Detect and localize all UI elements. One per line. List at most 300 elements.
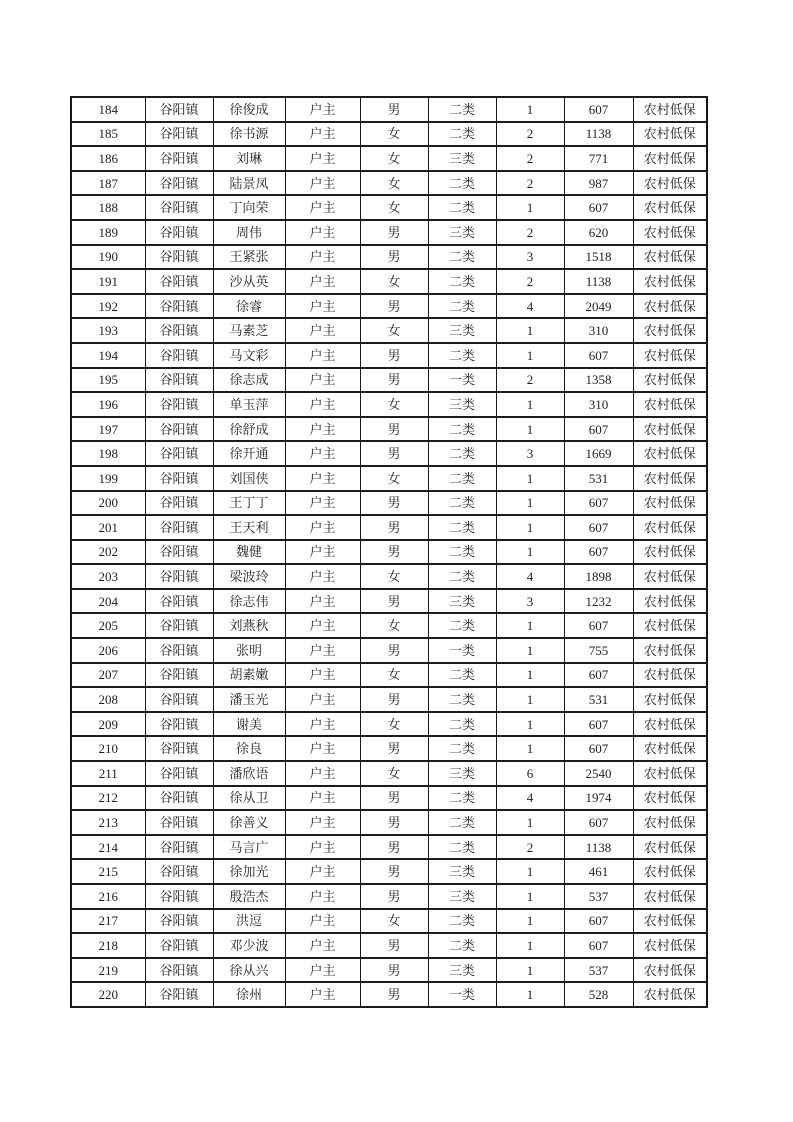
- cell-category: 二类: [428, 736, 496, 761]
- cell-amount: 620: [564, 220, 633, 245]
- cell-relation: 户主: [285, 564, 360, 589]
- cell-name: 徐睿: [213, 294, 285, 319]
- cell-name: 徐书源: [213, 122, 285, 147]
- table-row: [71, 687, 707, 712]
- cell-name: 刘国侠: [213, 466, 285, 491]
- cell-relation: 户主: [285, 859, 360, 884]
- cell-town: 谷阳镇: [145, 122, 213, 147]
- table-row: [71, 195, 707, 220]
- cell-town: 谷阳镇: [145, 294, 213, 319]
- cell-category: 二类: [428, 294, 496, 319]
- cell-town: 谷阳镇: [145, 466, 213, 491]
- cell-count: 1: [496, 491, 564, 516]
- cell-gender: 男: [360, 540, 428, 565]
- cell-type: 农村低保: [633, 884, 707, 909]
- cell-relation: 户主: [285, 884, 360, 909]
- cell-town: 谷阳镇: [145, 540, 213, 565]
- cell-relation: 户主: [285, 638, 360, 663]
- table-row: [71, 712, 707, 737]
- cell-gender: 男: [360, 638, 428, 663]
- cell-gender: 男: [360, 491, 428, 516]
- cell-seq: 205: [71, 613, 145, 638]
- cell-seq: 198: [71, 441, 145, 466]
- cell-gender: 女: [360, 318, 428, 343]
- cell-town: 谷阳镇: [145, 220, 213, 245]
- cell-type: 农村低保: [633, 613, 707, 638]
- cell-seq: 212: [71, 786, 145, 811]
- cell-gender: 女: [360, 146, 428, 171]
- cell-category: 二类: [428, 466, 496, 491]
- cell-category: 二类: [428, 97, 496, 122]
- cell-count: 2: [496, 122, 564, 147]
- cell-relation: 户主: [285, 220, 360, 245]
- cell-name: 王丁丁: [213, 491, 285, 516]
- cell-name: 周伟: [213, 220, 285, 245]
- cell-relation: 户主: [285, 392, 360, 417]
- cell-amount: 2540: [564, 761, 633, 786]
- welfare-roster-table: [70, 96, 708, 1008]
- cell-type: 农村低保: [633, 810, 707, 835]
- cell-amount: 1138: [564, 835, 633, 860]
- cell-type: 农村低保: [633, 736, 707, 761]
- cell-name: 陆景凤: [213, 171, 285, 196]
- cell-relation: 户主: [285, 613, 360, 638]
- cell-type: 农村低保: [633, 392, 707, 417]
- cell-seq: 213: [71, 810, 145, 835]
- cell-category: 二类: [428, 491, 496, 516]
- cell-relation: 户主: [285, 712, 360, 737]
- cell-relation: 户主: [285, 195, 360, 220]
- cell-count: 1: [496, 392, 564, 417]
- cell-gender: 女: [360, 269, 428, 294]
- cell-type: 农村低保: [633, 982, 707, 1007]
- cell-type: 农村低保: [633, 638, 707, 663]
- cell-category: 二类: [428, 171, 496, 196]
- cell-name: 魏健: [213, 540, 285, 565]
- cell-seq: 215: [71, 859, 145, 884]
- cell-amount: 2049: [564, 294, 633, 319]
- cell-type: 农村低保: [633, 245, 707, 270]
- cell-count: 1: [496, 909, 564, 934]
- cell-name: 徐舒成: [213, 417, 285, 442]
- cell-type: 农村低保: [633, 220, 707, 245]
- table-row: [71, 491, 707, 516]
- cell-gender: 男: [360, 220, 428, 245]
- cell-name: 徐州: [213, 982, 285, 1007]
- cell-town: 谷阳镇: [145, 97, 213, 122]
- cell-name: 丁向荣: [213, 195, 285, 220]
- cell-category: 二类: [428, 933, 496, 958]
- cell-count: 1: [496, 687, 564, 712]
- cell-name: 徐从卫: [213, 786, 285, 811]
- cell-count: 1: [496, 982, 564, 1007]
- cell-town: 谷阳镇: [145, 810, 213, 835]
- cell-seq: 210: [71, 736, 145, 761]
- table-row: [71, 761, 707, 786]
- cell-name: 刘燕秋: [213, 613, 285, 638]
- cell-gender: 男: [360, 417, 428, 442]
- cell-type: 农村低保: [633, 294, 707, 319]
- table-row: [71, 343, 707, 368]
- cell-count: 1: [496, 515, 564, 540]
- cell-gender: 女: [360, 712, 428, 737]
- cell-category: 一类: [428, 638, 496, 663]
- cell-seq: 200: [71, 491, 145, 516]
- cell-type: 农村低保: [633, 786, 707, 811]
- cell-amount: 607: [564, 491, 633, 516]
- table-row: [71, 933, 707, 958]
- cell-town: 谷阳镇: [145, 712, 213, 737]
- cell-type: 农村低保: [633, 343, 707, 368]
- cell-category: 三类: [428, 146, 496, 171]
- cell-type: 农村低保: [633, 909, 707, 934]
- cell-seq: 208: [71, 687, 145, 712]
- cell-gender: 男: [360, 835, 428, 860]
- cell-seq: 187: [71, 171, 145, 196]
- cell-name: 梁波玲: [213, 564, 285, 589]
- cell-relation: 户主: [285, 318, 360, 343]
- cell-count: 2: [496, 220, 564, 245]
- cell-amount: 607: [564, 613, 633, 638]
- cell-gender: 男: [360, 884, 428, 909]
- table-row: [71, 441, 707, 466]
- table-row: [71, 466, 707, 491]
- cell-count: 3: [496, 245, 564, 270]
- cell-seq: 185: [71, 122, 145, 147]
- cell-town: 谷阳镇: [145, 146, 213, 171]
- cell-count: 1: [496, 466, 564, 491]
- cell-count: 3: [496, 589, 564, 614]
- cell-category: 二类: [428, 564, 496, 589]
- cell-amount: 537: [564, 958, 633, 983]
- cell-count: 4: [496, 294, 564, 319]
- cell-count: 6: [496, 761, 564, 786]
- cell-town: 谷阳镇: [145, 589, 213, 614]
- cell-relation: 户主: [285, 958, 360, 983]
- cell-name: 徐开通: [213, 441, 285, 466]
- cell-name: 徐从兴: [213, 958, 285, 983]
- cell-seq: 192: [71, 294, 145, 319]
- cell-relation: 户主: [285, 687, 360, 712]
- cell-name: 徐俊成: [213, 97, 285, 122]
- cell-count: 2: [496, 146, 564, 171]
- cell-gender: 男: [360, 343, 428, 368]
- cell-category: 二类: [428, 245, 496, 270]
- cell-count: 1: [496, 958, 564, 983]
- cell-amount: 1669: [564, 441, 633, 466]
- cell-gender: 男: [360, 441, 428, 466]
- cell-category: 二类: [428, 687, 496, 712]
- cell-amount: 987: [564, 171, 633, 196]
- cell-count: 1: [496, 810, 564, 835]
- cell-seq: 217: [71, 909, 145, 934]
- cell-relation: 户主: [285, 491, 360, 516]
- cell-amount: 461: [564, 859, 633, 884]
- cell-town: 谷阳镇: [145, 269, 213, 294]
- table-row: [71, 884, 707, 909]
- cell-gender: 女: [360, 122, 428, 147]
- cell-gender: 男: [360, 515, 428, 540]
- cell-gender: 男: [360, 736, 428, 761]
- cell-gender: 男: [360, 687, 428, 712]
- table-row: [71, 392, 707, 417]
- cell-relation: 户主: [285, 982, 360, 1007]
- cell-amount: 607: [564, 909, 633, 934]
- cell-relation: 户主: [285, 171, 360, 196]
- cell-name: 殷浩杰: [213, 884, 285, 909]
- cell-relation: 户主: [285, 294, 360, 319]
- cell-category: 三类: [428, 884, 496, 909]
- cell-name: 谢美: [213, 712, 285, 737]
- cell-name: 单玉萍: [213, 392, 285, 417]
- cell-name: 王天利: [213, 515, 285, 540]
- cell-type: 农村低保: [633, 195, 707, 220]
- cell-seq: 196: [71, 392, 145, 417]
- cell-town: 谷阳镇: [145, 761, 213, 786]
- cell-seq: 190: [71, 245, 145, 270]
- cell-gender: 女: [360, 564, 428, 589]
- cell-count: 1: [496, 195, 564, 220]
- cell-type: 农村低保: [633, 835, 707, 860]
- cell-gender: 女: [360, 761, 428, 786]
- cell-town: 谷阳镇: [145, 687, 213, 712]
- cell-town: 谷阳镇: [145, 736, 213, 761]
- cell-name: 徐良: [213, 736, 285, 761]
- cell-town: 谷阳镇: [145, 613, 213, 638]
- cell-relation: 户主: [285, 810, 360, 835]
- cell-category: 三类: [428, 958, 496, 983]
- cell-name: 徐志成: [213, 368, 285, 393]
- cell-amount: 310: [564, 392, 633, 417]
- cell-amount: 1898: [564, 564, 633, 589]
- cell-seq: 194: [71, 343, 145, 368]
- cell-relation: 户主: [285, 146, 360, 171]
- cell-seq: 216: [71, 884, 145, 909]
- cell-seq: 193: [71, 318, 145, 343]
- cell-amount: 607: [564, 540, 633, 565]
- cell-relation: 户主: [285, 441, 360, 466]
- table-row: [71, 958, 707, 983]
- cell-name: 潘玉光: [213, 687, 285, 712]
- cell-category: 三类: [428, 589, 496, 614]
- cell-relation: 户主: [285, 663, 360, 688]
- cell-count: 2: [496, 835, 564, 860]
- cell-count: 1: [496, 736, 564, 761]
- cell-gender: 女: [360, 392, 428, 417]
- cell-gender: 男: [360, 294, 428, 319]
- cell-seq: 197: [71, 417, 145, 442]
- cell-amount: 528: [564, 982, 633, 1007]
- cell-seq: 189: [71, 220, 145, 245]
- cell-gender: 女: [360, 466, 428, 491]
- cell-category: 二类: [428, 122, 496, 147]
- cell-town: 谷阳镇: [145, 392, 213, 417]
- table-row: [71, 368, 707, 393]
- cell-name: 徐善义: [213, 810, 285, 835]
- cell-name: 马文彩: [213, 343, 285, 368]
- cell-name: 胡素嫩: [213, 663, 285, 688]
- cell-town: 谷阳镇: [145, 245, 213, 270]
- cell-category: 二类: [428, 269, 496, 294]
- cell-category: 一类: [428, 368, 496, 393]
- table-row: [71, 810, 707, 835]
- cell-town: 谷阳镇: [145, 909, 213, 934]
- cell-name: 沙从英: [213, 269, 285, 294]
- cell-relation: 户主: [285, 736, 360, 761]
- cell-town: 谷阳镇: [145, 441, 213, 466]
- cell-town: 谷阳镇: [145, 368, 213, 393]
- cell-count: 2: [496, 269, 564, 294]
- cell-gender: 男: [360, 589, 428, 614]
- cell-type: 农村低保: [633, 712, 707, 737]
- cell-relation: 户主: [285, 515, 360, 540]
- cell-amount: 607: [564, 712, 633, 737]
- cell-seq: 186: [71, 146, 145, 171]
- cell-relation: 户主: [285, 417, 360, 442]
- cell-count: 1: [496, 318, 564, 343]
- cell-type: 农村低保: [633, 122, 707, 147]
- cell-category: 一类: [428, 982, 496, 1007]
- cell-amount: 607: [564, 933, 633, 958]
- cell-type: 农村低保: [633, 441, 707, 466]
- table-row: [71, 318, 707, 343]
- cell-count: 4: [496, 564, 564, 589]
- cell-seq: 204: [71, 589, 145, 614]
- cell-category: 三类: [428, 392, 496, 417]
- table-row: [71, 663, 707, 688]
- table-row: [71, 220, 707, 245]
- cell-amount: 755: [564, 638, 633, 663]
- cell-category: 三类: [428, 220, 496, 245]
- cell-type: 农村低保: [633, 318, 707, 343]
- cell-category: 二类: [428, 909, 496, 934]
- cell-seq: 206: [71, 638, 145, 663]
- cell-gender: 男: [360, 810, 428, 835]
- cell-category: 二类: [428, 515, 496, 540]
- cell-category: 三类: [428, 859, 496, 884]
- cell-town: 谷阳镇: [145, 933, 213, 958]
- cell-count: 1: [496, 97, 564, 122]
- cell-gender: 男: [360, 958, 428, 983]
- table-row: [71, 146, 707, 171]
- cell-town: 谷阳镇: [145, 318, 213, 343]
- cell-relation: 户主: [285, 343, 360, 368]
- table-row: [71, 786, 707, 811]
- cell-seq: 203: [71, 564, 145, 589]
- cell-seq: 199: [71, 466, 145, 491]
- cell-amount: 771: [564, 146, 633, 171]
- cell-amount: 1232: [564, 589, 633, 614]
- cell-count: 1: [496, 933, 564, 958]
- table-row: [71, 736, 707, 761]
- cell-gender: 女: [360, 613, 428, 638]
- cell-seq: 202: [71, 540, 145, 565]
- cell-seq: 201: [71, 515, 145, 540]
- table-row: [71, 589, 707, 614]
- cell-count: 1: [496, 343, 564, 368]
- cell-relation: 户主: [285, 540, 360, 565]
- cell-relation: 户主: [285, 122, 360, 147]
- cell-category: 三类: [428, 318, 496, 343]
- cell-town: 谷阳镇: [145, 171, 213, 196]
- cell-seq: 214: [71, 835, 145, 860]
- cell-name: 邓少波: [213, 933, 285, 958]
- cell-seq: 219: [71, 958, 145, 983]
- cell-type: 农村低保: [633, 515, 707, 540]
- cell-seq: 218: [71, 933, 145, 958]
- cell-town: 谷阳镇: [145, 958, 213, 983]
- cell-count: 1: [496, 663, 564, 688]
- cell-gender: 女: [360, 195, 428, 220]
- cell-relation: 户主: [285, 245, 360, 270]
- cell-town: 谷阳镇: [145, 515, 213, 540]
- cell-amount: 1358: [564, 368, 633, 393]
- table-row: [71, 171, 707, 196]
- cell-relation: 户主: [285, 835, 360, 860]
- cell-type: 农村低保: [633, 417, 707, 442]
- cell-gender: 男: [360, 786, 428, 811]
- cell-seq: 188: [71, 195, 145, 220]
- table-row: [71, 97, 707, 122]
- cell-relation: 户主: [285, 368, 360, 393]
- table-row: [71, 269, 707, 294]
- cell-count: 1: [496, 613, 564, 638]
- cell-seq: 211: [71, 761, 145, 786]
- table-row: [71, 417, 707, 442]
- cell-seq: 195: [71, 368, 145, 393]
- cell-count: 1: [496, 638, 564, 663]
- cell-town: 谷阳镇: [145, 195, 213, 220]
- table-row: [71, 982, 707, 1007]
- cell-gender: 女: [360, 663, 428, 688]
- cell-category: 二类: [428, 810, 496, 835]
- table-row: [71, 909, 707, 934]
- table-row: [71, 515, 707, 540]
- cell-town: 谷阳镇: [145, 638, 213, 663]
- cell-amount: 531: [564, 466, 633, 491]
- cell-amount: 607: [564, 97, 633, 122]
- cell-name: 徐志伟: [213, 589, 285, 614]
- cell-type: 农村低保: [633, 540, 707, 565]
- cell-type: 农村低保: [633, 859, 707, 884]
- cell-type: 农村低保: [633, 761, 707, 786]
- table-row: [71, 835, 707, 860]
- cell-amount: 1974: [564, 786, 633, 811]
- cell-town: 谷阳镇: [145, 884, 213, 909]
- cell-amount: 310: [564, 318, 633, 343]
- cell-relation: 户主: [285, 933, 360, 958]
- cell-category: 三类: [428, 761, 496, 786]
- cell-name: 刘琳: [213, 146, 285, 171]
- cell-category: 二类: [428, 441, 496, 466]
- cell-count: 1: [496, 859, 564, 884]
- cell-type: 农村低保: [633, 269, 707, 294]
- cell-name: 王紧张: [213, 245, 285, 270]
- table-row: [71, 294, 707, 319]
- cell-amount: 1138: [564, 269, 633, 294]
- cell-category: 二类: [428, 417, 496, 442]
- cell-relation: 户主: [285, 97, 360, 122]
- cell-amount: 531: [564, 687, 633, 712]
- table-row: [71, 122, 707, 147]
- cell-type: 农村低保: [633, 564, 707, 589]
- cell-gender: 男: [360, 97, 428, 122]
- cell-name: 洪逗: [213, 909, 285, 934]
- cell-town: 谷阳镇: [145, 343, 213, 368]
- cell-gender: 男: [360, 933, 428, 958]
- cell-seq: 184: [71, 97, 145, 122]
- cell-count: 4: [496, 786, 564, 811]
